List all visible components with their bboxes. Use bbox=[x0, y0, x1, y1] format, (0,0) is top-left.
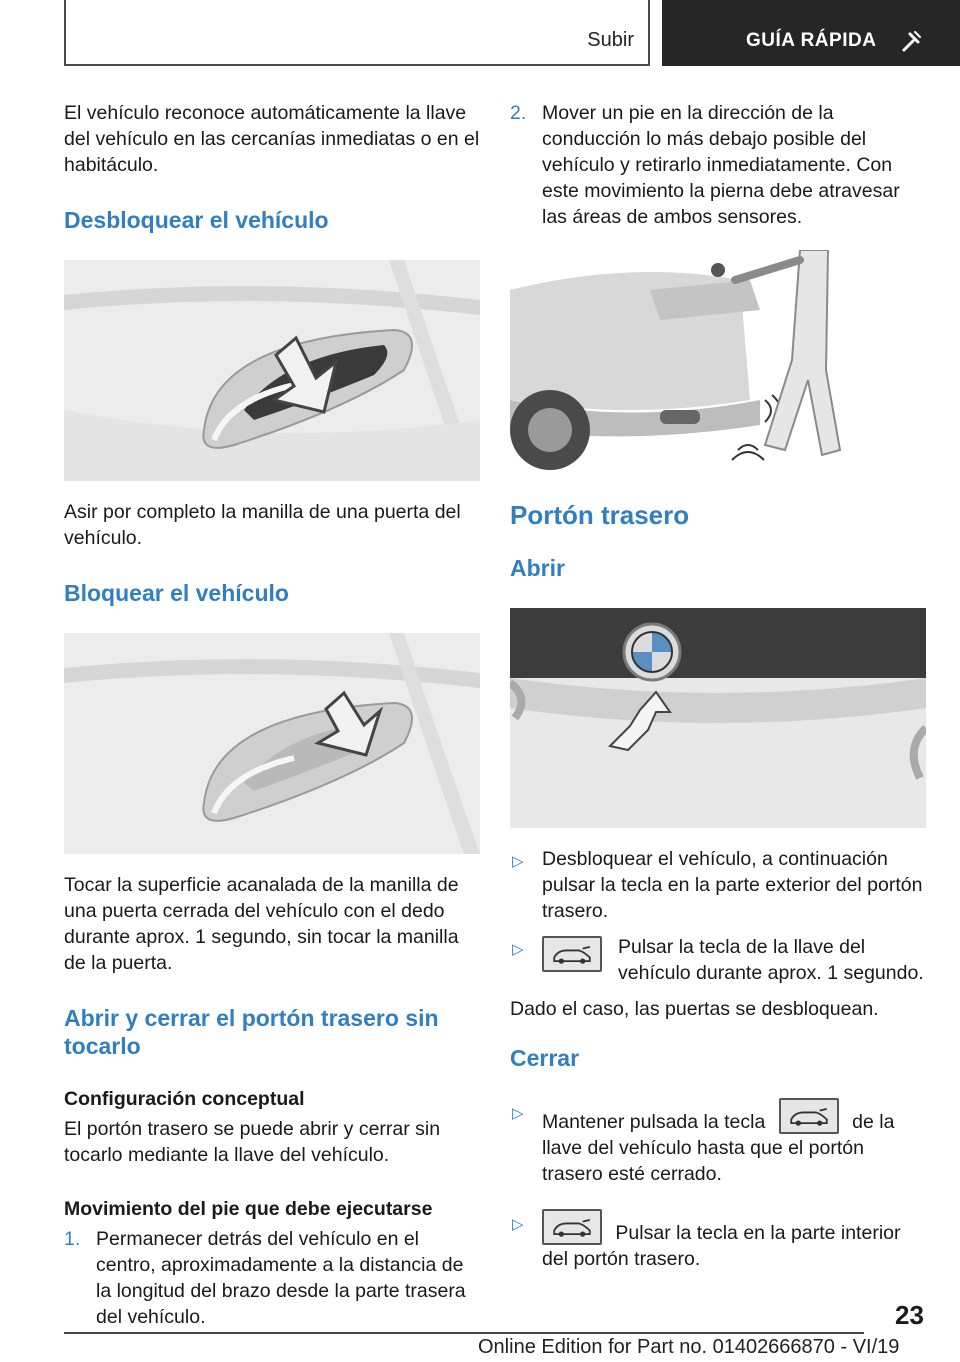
footer-edition-text: Online Edition for Part no. 01402666870 - VI/19 bbox=[478, 1336, 900, 1358]
open-bullet-1-text: Desbloquear el vehículo, a continuación pulsar la tecla en la parte exterior del portón trasero. bbox=[542, 848, 923, 922]
quick-guide-tab[interactable] bbox=[662, 0, 960, 66]
quick-guide-icon bbox=[898, 28, 924, 54]
movement-heading: Movimiento del pie que debe ejecutarse bbox=[64, 1198, 433, 1220]
movement-steps-list-continued bbox=[510, 100, 928, 230]
foot-sensor-image bbox=[510, 250, 846, 470]
quick-guide-label: GUÍA RÁPIDA bbox=[746, 30, 877, 51]
close-bullet-2 bbox=[510, 1209, 928, 1272]
right-column bbox=[510, 100, 928, 1282]
bullet-triangle-icon: ▷ bbox=[512, 1216, 524, 1233]
close-bullet-1 bbox=[510, 1098, 928, 1187]
step-number: 1. bbox=[64, 1228, 81, 1250]
step-text: Permanecer detrás del vehículo en el centro, aproximadamente a la distancia de la longitud del brazo desde la parte trasera del vehículo. bbox=[96, 1228, 466, 1328]
door-handle-lock-image bbox=[64, 633, 480, 854]
open-heading: Abrir bbox=[510, 555, 565, 581]
bullet-triangle-icon: ▷ bbox=[512, 941, 524, 958]
tailgate-heading: Portón trasero bbox=[510, 500, 690, 530]
list-item bbox=[510, 100, 928, 230]
door-handle-unlock-image bbox=[64, 260, 480, 481]
tailgate-button-image bbox=[510, 608, 926, 828]
subir-link[interactable]: Subir bbox=[587, 29, 634, 51]
page-number: 23 bbox=[895, 1300, 924, 1330]
movement-steps-list bbox=[64, 1226, 482, 1330]
unlock-heading: Desbloquear el vehículo bbox=[64, 207, 329, 233]
close-bullet-2-text: Pulsar la tecla en la parte interior del portón trasero. bbox=[542, 1222, 901, 1270]
intro-text: El vehículo reconoce automáticamente la llave del vehículo en las cercanías inmediatas o en el habitáculo. bbox=[64, 102, 480, 176]
car-key-tailgate-icon bbox=[779, 1098, 839, 1134]
open-bullet-2 bbox=[510, 934, 928, 986]
close-heading: Cerrar bbox=[510, 1045, 580, 1071]
unlock-text: Asir por completo la manilla de una puerta del vehículo. bbox=[64, 501, 461, 549]
concept-text: El portón trasero se puede abrir y cerrar sin tocarlo mediante la llave del vehículo. bbox=[64, 1118, 441, 1166]
list-item bbox=[64, 1226, 482, 1330]
lock-text: Tocar la superficie acanalada de la manilla de una puerta cerrada del vehículo con el dedo durante aprox. 1 segundo, sin tocar la manilla de la puerta. bbox=[64, 874, 459, 974]
bullet-triangle-icon: ▷ bbox=[512, 1105, 524, 1122]
step-text: Mover un pie en la dirección de la conducción lo más debajo posible del vehículo y retirarlo inmediatamente. Con este movimiento la pierna debe atravesar las áreas de ambos sensores. bbox=[542, 102, 900, 228]
footer-divider bbox=[64, 1332, 864, 1334]
lock-heading: Bloquear el vehículo bbox=[64, 580, 289, 606]
open-note: Dado el caso, las puertas se desbloquean. bbox=[510, 998, 879, 1020]
header-box bbox=[64, 0, 650, 66]
close-bullet-1-post: de la llave del vehículo hasta que el portón trasero esté cerrado. bbox=[542, 1111, 895, 1185]
step-number: 2. bbox=[510, 102, 527, 124]
concept-heading: Configuración conceptual bbox=[64, 1088, 305, 1110]
bullet-triangle-icon: ▷ bbox=[512, 853, 524, 870]
open-bullet-2-text: Pulsar la tecla de la llave del vehículo durante aprox. 1 segundo. bbox=[618, 936, 924, 984]
left-column bbox=[64, 100, 482, 1354]
car-key-tailgate-icon bbox=[542, 936, 602, 972]
handsfree-heading: Abrir y cerrar el portón trasero sin tocarlo bbox=[64, 1005, 439, 1059]
open-bullet-1 bbox=[510, 846, 928, 924]
car-key-tailgate-icon bbox=[542, 1209, 602, 1245]
close-bullet-1-pre: Mantener pulsada la tecla bbox=[542, 1111, 766, 1133]
